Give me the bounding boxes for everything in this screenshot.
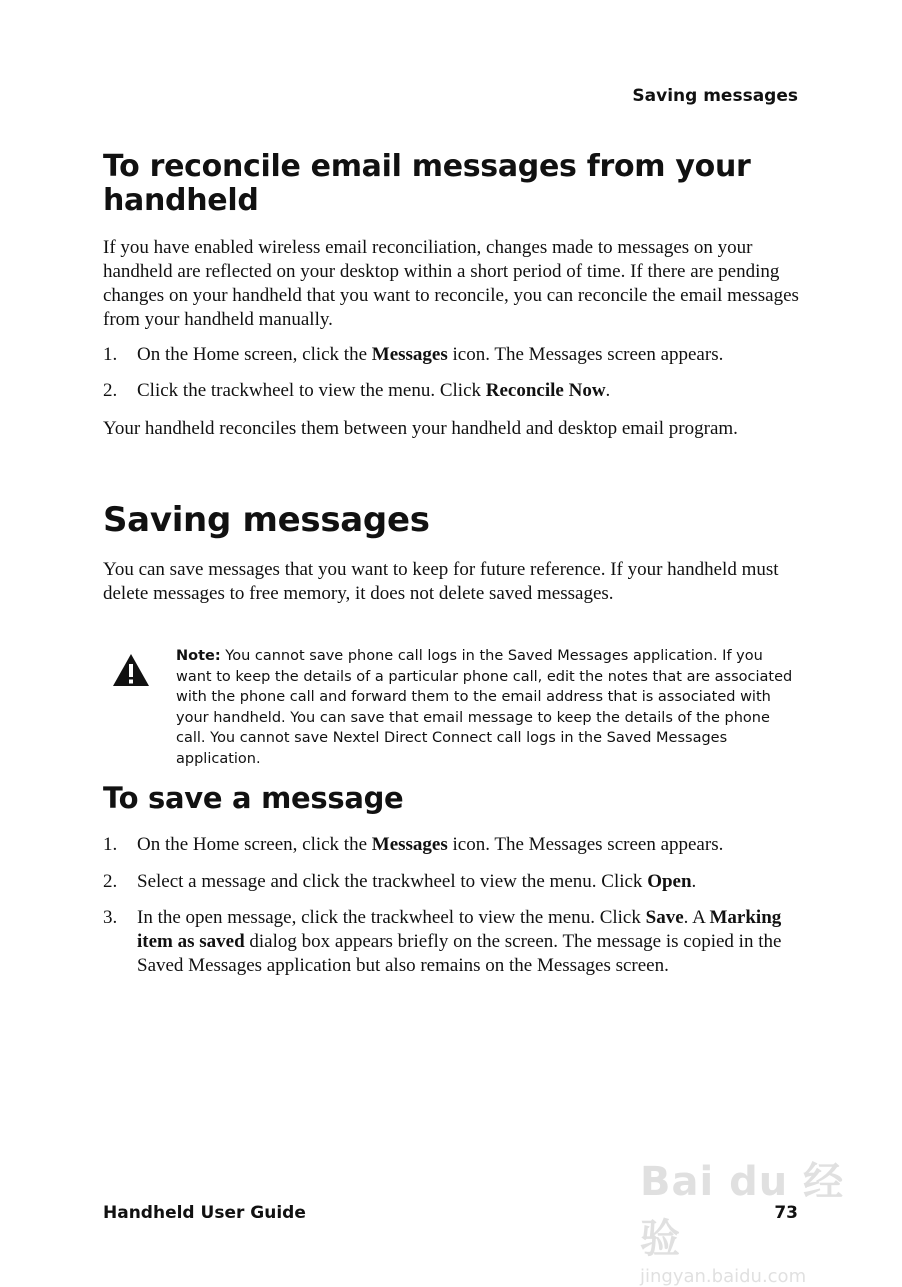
watermark-logo: Bai du 经验	[640, 1159, 845, 1262]
messages-keyword: Messages	[371, 344, 448, 365]
watermark-url: jingyan.baidu.com	[640, 1266, 807, 1287]
step-number: 1.	[103, 834, 118, 855]
messages-keyword: Messages	[371, 834, 448, 855]
reconcile-intro: If you have enabled wireless email reconciliation, changes made to messages on your handheld are reflected on your desktop within a short period of time. If there are pending changes on your handheld that you want to reconcile, you can reconcile the email messages from your handheld manually.	[103, 237, 799, 330]
section-title-reconcile	[103, 150, 751, 218]
step-text: On the Home screen, click the Messages icon. The Messages screen appears.	[137, 834, 724, 855]
save-keyword: Save	[645, 907, 684, 928]
step-text: Select a message and click the trackwheel to view the menu. Click Open.	[137, 871, 697, 892]
reconcile-step-1	[103, 343, 803, 367]
step-text: In the open message, click the trackwheel to view the menu. Click Save. A Marking item as saved dialog box appears briefly on the screen. The message is copied in the Saved Messages application but also remains on the Messages screen.	[137, 907, 782, 976]
note-label: Note:	[176, 648, 221, 664]
open-keyword: Open	[647, 871, 692, 892]
reconcile-step-2	[103, 379, 803, 403]
note-box	[112, 646, 802, 769]
save-step-1	[103, 833, 803, 857]
warning-icon	[112, 652, 150, 688]
saving-intro: You can save messages that you want to keep for future reference. If your handheld must delete messages to free memory, it does not delete saved messages.	[103, 559, 779, 604]
reconcile-now-keyword: Reconcile Now	[485, 380, 606, 401]
step-number: 2.	[103, 871, 118, 892]
save-step-3	[103, 906, 803, 978]
step-number: 2.	[103, 380, 118, 401]
baidu-watermark	[640, 1150, 850, 1287]
step-number: 1.	[103, 344, 118, 365]
footer-page-number: 73	[774, 1203, 798, 1223]
section-title-line2: handheld	[103, 183, 259, 218]
step-text: Click the trackwheel to view the menu. Click Reconcile Now.	[137, 380, 611, 401]
note-text: Note: You cannot save phone call logs in the Saved Messages application. If you want to keep the details of a particular phone call, edit the notes that are associated with the phone call and forward them to the email address that is associated with your handheld. You can save that email message to keep the details of the phone call. You cannot save Nextel Direct Connect call logs in the Saved Messages application.	[176, 648, 793, 767]
running-header: Saving messages	[632, 86, 798, 106]
section-title-saving: Saving messages	[103, 500, 430, 540]
step-text: On the Home screen, click the Messages icon. The Messages screen appears.	[137, 344, 724, 365]
reconcile-outro: Your handheld reconciles them between your handheld and desktop email program.	[103, 418, 738, 439]
section-title-save-message: To save a message	[103, 781, 404, 815]
save-step-2	[103, 870, 803, 894]
step-number: 3.	[103, 907, 118, 928]
section-title-line1: To reconcile email messages from your	[103, 149, 751, 184]
footer-guide-title: Handheld User Guide	[103, 1203, 306, 1223]
marking-item-keyword: Marking item as saved	[137, 907, 782, 952]
